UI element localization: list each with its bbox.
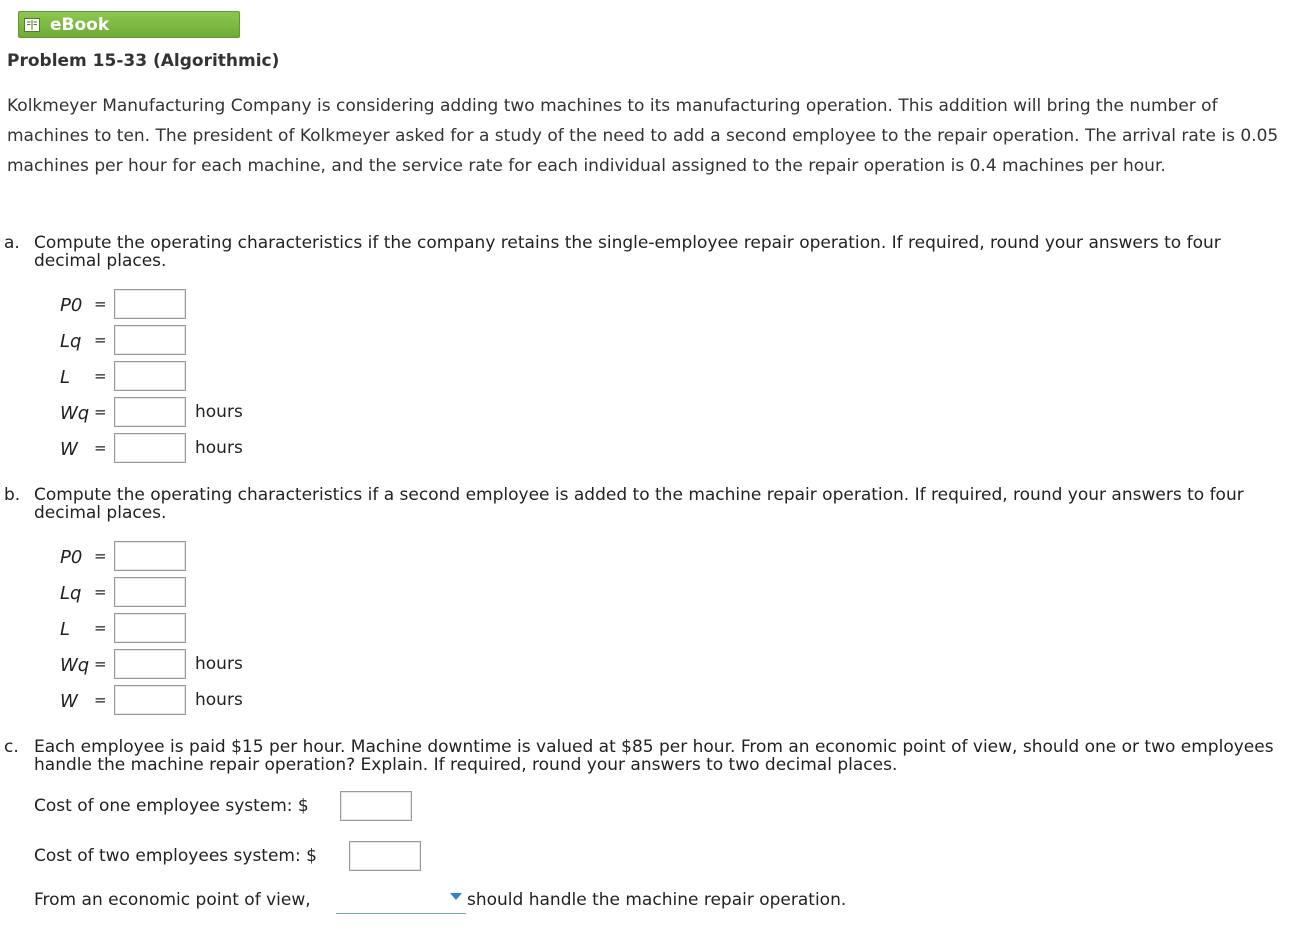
part-c-letter: c.: [4, 737, 19, 757]
cost-two-label: Cost of two employees system: $: [34, 846, 317, 866]
part-b-prompt: [4, 485, 1292, 523]
unit-label: hours: [195, 402, 243, 422]
unit-label: hours: [195, 438, 243, 458]
part-c-text: Each employee is paid $15 per hour. Machine downtime is valued at $85 per hour. From an economic point of view, should one or two employees handle the machine repair operation? Explain. If required, round your answers to two decimal places.: [34, 737, 1274, 775]
equals-sign: =: [94, 367, 107, 385]
var-label: L: [60, 619, 71, 640]
part-a-l-input[interactable]: [114, 361, 186, 391]
part-b-lq-input[interactable]: [114, 577, 186, 607]
ebook-button[interactable]: [18, 11, 240, 38]
problem-intro: Kolkmeyer Manufacturing Company is considering adding two machines to its manufacturing operation. This addition will bring the number of machines to ten. The president of Kolkmeyer asked for a study of the need to add a second employee to the repair operation. The arrival rate is 0.05 machines per hour for each machine, and the service rate for each individual assigned to the repair operation is 0.4 machines per hour.: [7, 96, 1279, 176]
part-a-letter: a.: [4, 233, 20, 253]
equals-sign: =: [94, 331, 107, 349]
var-label: W: [60, 439, 78, 460]
part-b-wq-input[interactable]: [114, 649, 186, 679]
equals-sign: =: [94, 547, 107, 565]
var-label: P0: [60, 547, 83, 568]
cost-one-input[interactable]: [340, 791, 412, 821]
cost-one-label: Cost of one employee system: $: [34, 796, 309, 816]
part-a-text: Compute the operating characteristics if the company retains the single-employee repair operation. If required, round your answers to four decimal places.: [34, 233, 1221, 271]
part-a-wq-input[interactable]: [114, 397, 186, 427]
equals-sign: =: [94, 583, 107, 601]
part-c-prompt: [4, 737, 1292, 775]
econ-suffix-label: should handle the machine repair operation.: [467, 890, 847, 910]
part-b-p0-input[interactable]: [114, 541, 186, 571]
var-label: L: [60, 367, 71, 388]
part-a-prompt: [4, 233, 1292, 271]
unit-label: hours: [195, 690, 243, 710]
part-b-w-input[interactable]: [114, 685, 186, 715]
economic-choice-dropdown[interactable]: [336, 890, 466, 914]
part-b-text: Compute the operating characteristics if a second employee is added to the machine repair operation. If required, round your answers to four decimal places.: [34, 485, 1244, 523]
equals-sign: =: [94, 691, 107, 709]
ebook-label: eBook: [50, 14, 110, 35]
book-icon: [24, 18, 40, 32]
part-a-w-input[interactable]: [114, 433, 186, 463]
equals-sign: =: [94, 439, 107, 457]
equals-sign: =: [94, 655, 107, 673]
var-label: Lq: [60, 583, 82, 604]
var-label: W: [60, 691, 78, 712]
equals-sign: =: [94, 403, 107, 421]
part-b-l-input[interactable]: [114, 613, 186, 643]
chevron-down-icon[interactable]: [450, 893, 462, 900]
equals-sign: =: [94, 295, 107, 313]
var-label: Wq: [60, 403, 90, 424]
part-b-letter: b.: [4, 485, 21, 505]
equals-sign: =: [94, 619, 107, 637]
unit-label: hours: [195, 654, 243, 674]
part-a-lq-input[interactable]: [114, 325, 186, 355]
part-a-p0-input[interactable]: [114, 289, 186, 319]
econ-prefix-label: From an economic point of view,: [34, 890, 311, 910]
problem-title: Problem 15-33 (Algorithmic): [7, 51, 280, 71]
var-label: P0: [60, 295, 83, 316]
cost-two-input[interactable]: [349, 841, 421, 871]
var-label: Wq: [60, 655, 90, 676]
var-label: Lq: [60, 331, 82, 352]
